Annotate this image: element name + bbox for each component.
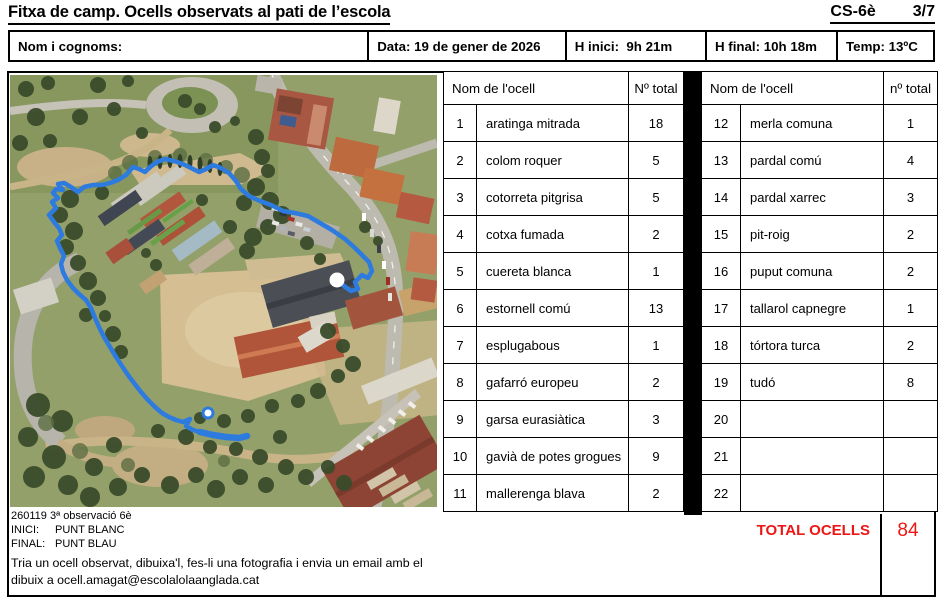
bird-name-cell: pardal comú — [741, 142, 884, 179]
bird-row — [702, 179, 938, 216]
row-number-cell: 15 — [702, 216, 741, 253]
bird-name-cell — [741, 475, 884, 512]
row-number-cell: 20 — [702, 401, 741, 438]
bird-total-cell: 5 — [629, 179, 684, 216]
bird-name-cell: mallerenga blava — [477, 475, 629, 512]
start-point-marker — [330, 273, 345, 288]
bird-row — [444, 253, 684, 290]
bird-total-cell: 3 — [629, 401, 684, 438]
bird-table-left — [443, 71, 684, 512]
bird-name-cell: tudó — [741, 364, 884, 401]
bird-name-cell: pardal xarrec — [741, 179, 884, 216]
row-number-cell: 21 — [702, 438, 741, 475]
bird-total-cell: 18 — [629, 105, 684, 142]
bird-row — [444, 401, 684, 438]
start-point-line — [11, 523, 132, 537]
bird-total-cell: 2 — [629, 216, 684, 253]
bird-row — [444, 290, 684, 327]
bird-total-cell: 2 — [629, 475, 684, 512]
bird-row — [444, 475, 684, 512]
content-box — [7, 71, 936, 597]
row-number-cell: 17 — [702, 290, 741, 327]
bird-name-cell: cotxa fumada — [477, 216, 629, 253]
bird-name-cell: tallarol capnegre — [741, 290, 884, 327]
table-separator-bar — [684, 71, 702, 515]
bird-name-cell: cotorreta pitgrisa — [477, 179, 629, 216]
caption-line: 260119 3ª observació 6è — [11, 510, 132, 522]
bird-total-cell: 8 — [884, 364, 938, 401]
page-title: Fitxa de camp. Ocells observats al pati de l’escola — [8, 3, 390, 25]
row-number-cell: 5 — [444, 253, 477, 290]
end-value: PUNT BLAU — [55, 538, 117, 550]
bird-name-cell: colom roquer — [477, 142, 629, 179]
row-number-cell: 16 — [702, 253, 741, 290]
bird-row — [444, 327, 684, 364]
bird-total-cell: 5 — [629, 142, 684, 179]
temperature-field: Temp: 13ºC — [836, 32, 933, 60]
bird-name-cell: pit-roig — [741, 216, 884, 253]
bird-row — [702, 475, 938, 512]
table-header-row — [444, 72, 684, 105]
bird-row — [702, 401, 938, 438]
bird-total-cell: 3 — [884, 179, 938, 216]
bird-row — [444, 438, 684, 475]
bird-row — [444, 364, 684, 401]
row-number-cell: 2 — [444, 142, 477, 179]
row-number-cell: 9 — [444, 401, 477, 438]
end-label: FINAL: — [11, 538, 46, 550]
bird-total-cell: 1 — [629, 253, 684, 290]
bird-row — [702, 327, 938, 364]
bird-row — [444, 142, 684, 179]
start-value: PUNT BLANC — [55, 524, 125, 536]
bird-name-cell — [741, 401, 884, 438]
bird-name-cell: cuereta blanca — [477, 253, 629, 290]
bird-total-header: nº total — [884, 72, 938, 105]
bird-row — [702, 142, 938, 179]
row-number-cell: 19 — [702, 364, 741, 401]
bird-name-cell: gavià de potes grogues — [477, 438, 629, 475]
bird-total-cell: 9 — [629, 438, 684, 475]
bird-total-cell: 2 — [884, 253, 938, 290]
photo-caption — [11, 509, 132, 551]
bird-name-header: Nom de l'ocell — [444, 72, 629, 105]
total-ocells-label: TOTAL OCELLS — [443, 514, 882, 595]
bird-total-cell: 2 — [884, 216, 938, 253]
total-row — [443, 514, 934, 595]
bird-total-cell: 1 — [629, 327, 684, 364]
bird-name-cell: puput comuna — [741, 253, 884, 290]
bird-name-cell: garsa eurasiàtica — [477, 401, 629, 438]
end-point-line — [11, 537, 132, 551]
end-time-field: H final: 10h 18m — [705, 32, 836, 60]
title-bar — [8, 3, 935, 25]
info-row — [8, 30, 935, 62]
class-and-page — [830, 3, 935, 24]
bird-row — [702, 364, 938, 401]
row-number-cell: 8 — [444, 364, 477, 401]
bird-row — [702, 216, 938, 253]
row-number-cell: 14 — [702, 179, 741, 216]
bird-total-header: Nº total — [629, 72, 684, 105]
row-number-cell: 13 — [702, 142, 741, 179]
bird-total-cell: 1 — [884, 290, 938, 327]
bird-name-header: Nom de l'ocell — [702, 72, 884, 105]
bird-name-cell: merla comuna — [741, 105, 884, 142]
bird-total-cell — [884, 401, 938, 438]
row-number-cell: 4 — [444, 216, 477, 253]
bird-name-cell: aratinga mitrada — [477, 105, 629, 142]
name-field[interactable]: Nom i cognoms: — [18, 38, 123, 54]
bird-total-cell: 2 — [629, 364, 684, 401]
bird-row — [702, 290, 938, 327]
bird-total-cell: 1 — [884, 105, 938, 142]
bird-row — [702, 253, 938, 290]
row-number-cell: 10 — [444, 438, 477, 475]
bird-total-cell — [884, 438, 938, 475]
date-field: Data: 19 de gener de 2026 — [367, 32, 565, 60]
row-number-cell: 3 — [444, 179, 477, 216]
bird-table-right — [701, 71, 938, 512]
row-number-cell: 11 — [444, 475, 477, 512]
bird-name-cell: estornell comú — [477, 290, 629, 327]
bird-row — [702, 105, 938, 142]
end-point-marker — [203, 408, 213, 418]
instruction-text: Tria un ocell observat, dibuixa'l, fes-li una fotografia i envia un email amb el dibuix a ocell.amagat@escolalolaanglada.cat — [11, 556, 423, 587]
row-number-cell: 22 — [702, 475, 741, 512]
bird-total-cell: 13 — [629, 290, 684, 327]
table-header-row — [702, 72, 938, 105]
bird-total-cell — [884, 475, 938, 512]
row-number-cell: 12 — [702, 105, 741, 142]
start-label: INICI: — [11, 524, 40, 536]
bird-row — [444, 105, 684, 142]
start-time-field: H inici: 9h 21m — [565, 32, 705, 60]
row-number-cell: 18 — [702, 327, 741, 364]
bird-name-cell — [741, 438, 884, 475]
bird-total-cell: 4 — [884, 142, 938, 179]
bird-row — [444, 216, 684, 253]
bird-row — [444, 179, 684, 216]
bird-total-cell: 2 — [884, 327, 938, 364]
bird-row — [702, 438, 938, 475]
aerial-photo-map — [10, 75, 437, 507]
total-ocells-value: 84 — [897, 520, 919, 541]
aerial-photo — [10, 75, 437, 507]
row-number-cell: 7 — [444, 327, 477, 364]
bird-name-cell: gafarró europeu — [477, 364, 629, 401]
row-number-cell: 6 — [444, 290, 477, 327]
bird-name-cell: tórtora turca — [741, 327, 884, 364]
class-label: CS-6è — [830, 3, 876, 20]
page-number: 3/7 — [912, 3, 935, 20]
bird-name-cell: esplugabous — [477, 327, 629, 364]
row-number-cell: 1 — [444, 105, 477, 142]
